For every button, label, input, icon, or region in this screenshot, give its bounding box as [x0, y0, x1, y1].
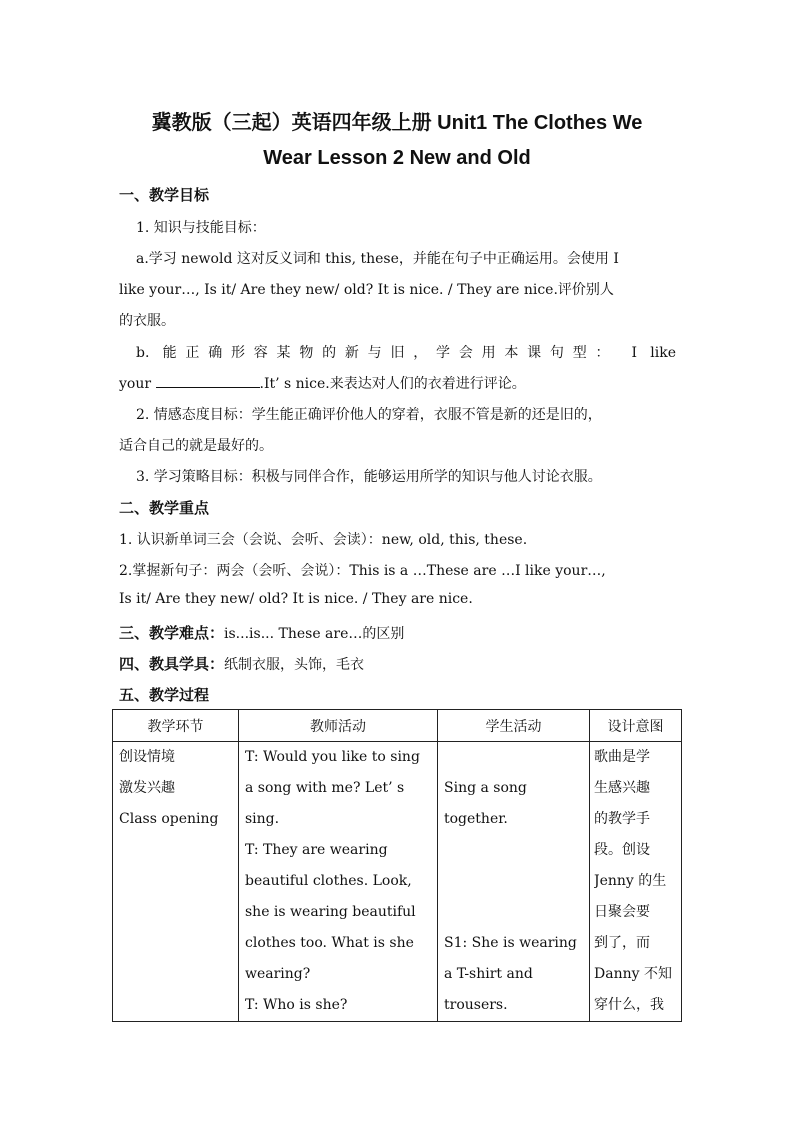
column-header-student: 学生活动: [438, 710, 590, 742]
spacer: [444, 742, 583, 773]
student-activity-cell: [438, 742, 590, 1022]
teacher-line: beautiful clothes. Look,: [245, 873, 412, 889]
teacher-line: wearing?: [245, 966, 311, 982]
keypoint-2-line2: Is it/ Are they new/ old? It is nice. / They are nice.: [119, 591, 473, 607]
difficulty-line: [119, 622, 679, 643]
spacer: [444, 866, 583, 897]
intent-line: Jenny 的生: [594, 873, 667, 889]
tools-heading: 四、教具学具：: [119, 655, 225, 673]
difficulty-heading: 三、教学难点：: [119, 624, 225, 642]
teacher-line: T: Would you like to sing: [245, 749, 420, 765]
intent-line: 穿什么，我: [594, 997, 664, 1013]
objective-2-line2: 适合自己的就是最好的。: [119, 438, 273, 454]
student-line: S1: She is wearing: [444, 935, 577, 951]
objective-a-line3: 的衣服。: [119, 313, 175, 329]
student-line: together.: [444, 811, 508, 827]
fill-in-blank: [156, 375, 260, 388]
stage-line: Class opening: [119, 811, 219, 827]
keypoint-1: 1. 认识新单词三会（会说、会听、会读）：new, old, this, these.: [119, 532, 528, 548]
student-line: a T-shirt and: [444, 966, 533, 982]
intent-line: 日聚会要: [594, 904, 650, 920]
intent-line: 到了，而: [594, 935, 650, 951]
keypoint-2-line1: 2.掌握新句子：两会（会听、会说）：This is a …These are …I like your…,: [119, 563, 606, 579]
stage-line: 激发兴趣: [119, 780, 175, 796]
teacher-line: a song with me? Let’ s: [245, 780, 405, 796]
keypoints-heading: 二、教学重点: [119, 499, 210, 517]
teacher-line: clothes too. What is she: [245, 935, 414, 951]
intent-line: 段。创设: [594, 842, 650, 858]
teacher-activity-cell: [239, 742, 438, 1022]
teacher-line: sing.: [245, 811, 280, 827]
objective-b-line2: [119, 373, 679, 393]
column-header-intent: 设计意图: [590, 710, 682, 742]
objective-1: 1. 知识与技能目标：: [136, 220, 266, 236]
objective-b-your: your: [119, 376, 156, 392]
process-heading: 五、教学过程: [119, 686, 210, 704]
document-title-line1: 冀教版（三起）英语四年级上册 Unit1 The Clothes We: [151, 112, 643, 134]
objective-a-line1: a.学习 newold 这对反义词和 this, these，并能在句子中正确运用。会使用 I: [136, 251, 619, 267]
objective-b-rest: .It’ s nice.来表达对人们的衣着进行评论。: [259, 376, 526, 392]
intent-line: 歌曲是学: [594, 749, 650, 765]
column-header-teacher: 教师活动: [239, 710, 438, 742]
student-line: Sing a song: [444, 780, 527, 796]
objectives-heading: 一、教学目标: [119, 186, 210, 204]
student-line: trousers.: [444, 997, 508, 1013]
intent-line: Danny 不知: [594, 966, 672, 982]
intent-line: 生感兴趣: [594, 780, 650, 796]
teacher-line: she is wearing beautiful: [245, 904, 416, 920]
spacer: [444, 897, 583, 928]
table-header-row: [113, 710, 682, 742]
process-table: [112, 709, 682, 1022]
objective-a-line2: like your…, Is it/ Are they new/ old? It is nice. / They are nice.评价别人: [119, 282, 614, 298]
document-title-line2: Wear Lesson 2 New and Old: [263, 147, 531, 169]
stage-cell: [113, 742, 239, 1022]
teacher-line: T: They are wearing: [245, 842, 388, 858]
tools-text: 纸制衣服，头饰，毛衣: [224, 657, 365, 673]
tools-line: [119, 653, 679, 674]
difficulty-text: is...is... These are…的区别: [224, 626, 405, 642]
intent-line: 的教学手: [594, 811, 650, 827]
column-header-stage: 教学环节: [113, 710, 239, 742]
table-row: [113, 742, 682, 1022]
objective-3: 3. 学习策略目标：积极与同伴合作，能够运用所学的知识与他人讨论衣服。: [136, 469, 602, 485]
stage-line: 创设情境: [119, 749, 175, 765]
objective-2-line1: 2. 情感态度目标：学生能正确评价他人的穿着，衣服不管是新的还是旧的，: [136, 407, 602, 423]
objective-b-line1: b. 能正确形容某物的新与旧，学会用本课句型： I like: [136, 345, 676, 361]
spacer: [444, 835, 583, 866]
design-intent-cell: [590, 742, 682, 1022]
teacher-line: T: Who is she?: [245, 997, 348, 1013]
